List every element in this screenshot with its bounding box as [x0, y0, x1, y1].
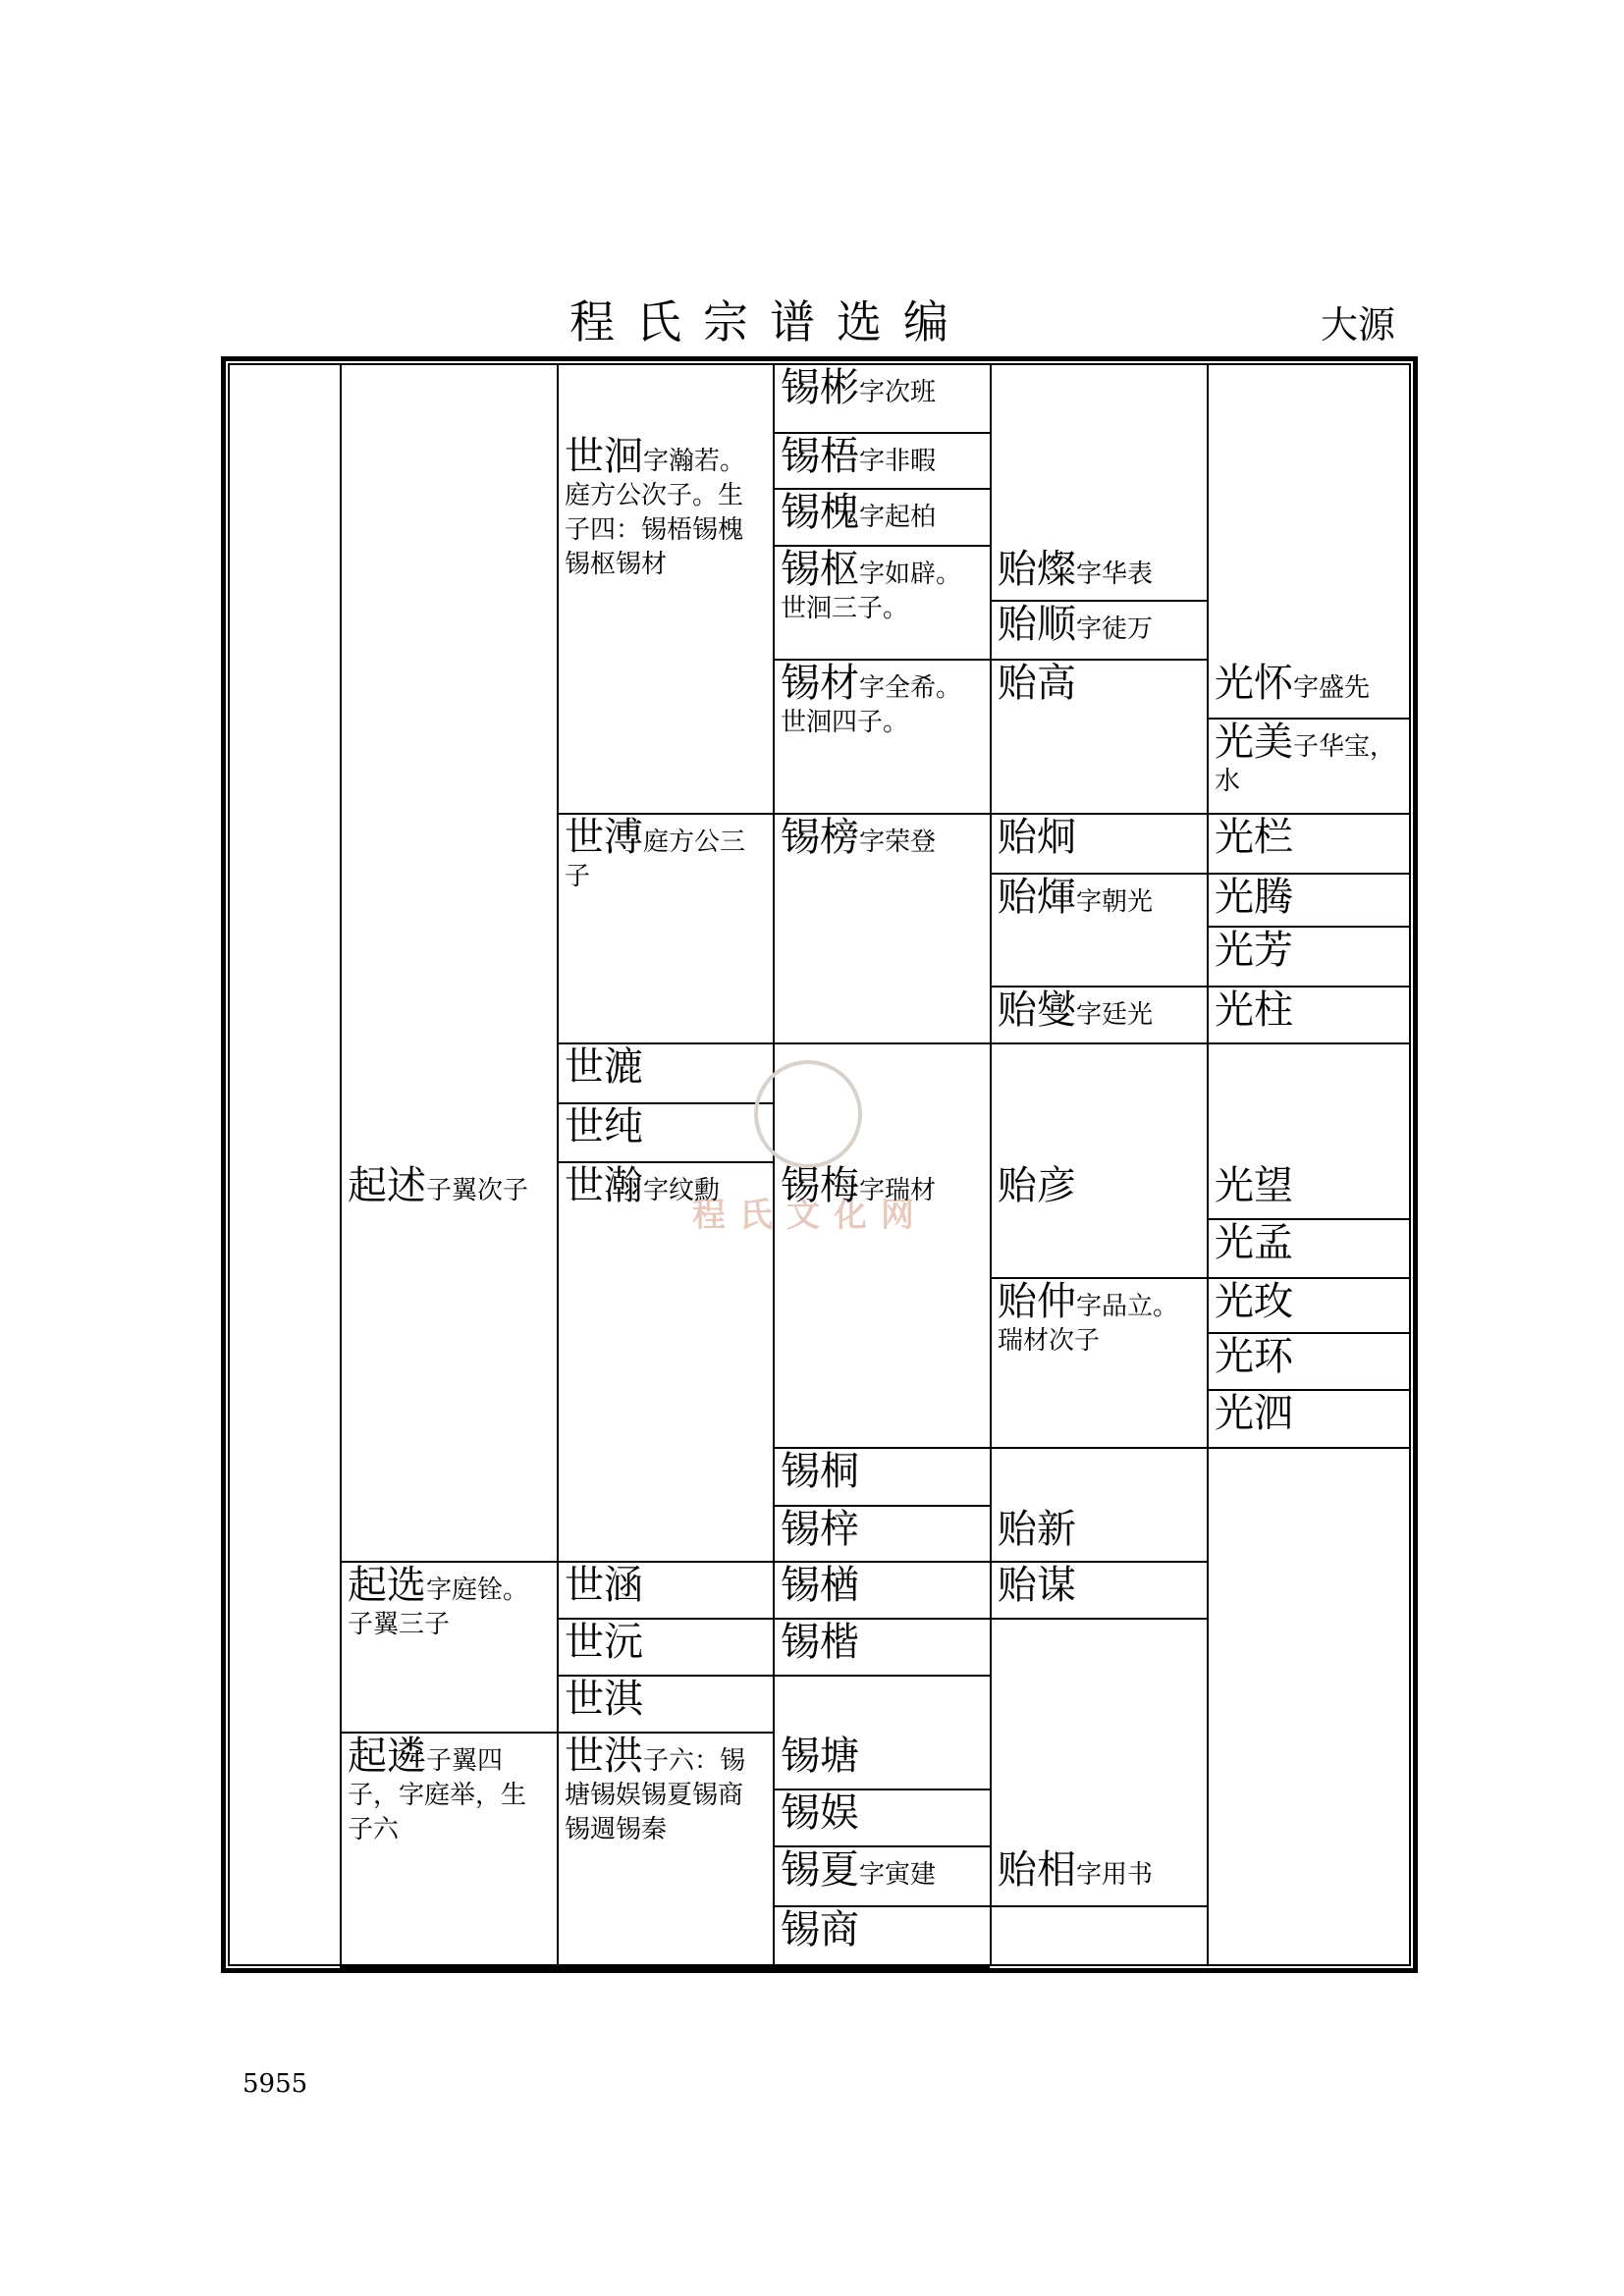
person-note: 字徒万: [1076, 614, 1154, 644]
person-note: 子翼次子: [426, 1176, 529, 1205]
person-name: 世洪: [565, 1734, 643, 1779]
person-name: 世沅: [565, 1620, 643, 1665]
person-name: 光望: [1215, 1163, 1293, 1208]
person-name: 锡枢: [781, 547, 859, 592]
row-divider: [990, 1447, 1207, 1449]
genealogy-entry: [990, 659, 1207, 813]
genealogy-entry: [557, 1102, 773, 1161]
genealogy-entry: [990, 1277, 1207, 1447]
person-note: 字非暇: [859, 447, 937, 476]
genealogy-entry: [1207, 986, 1411, 1042]
person-name: 贻煇: [998, 875, 1076, 920]
person-name: 锡楷: [781, 1620, 859, 1665]
genealogy-entry: [773, 1905, 990, 1966]
genealogy-entry: [773, 1618, 990, 1675]
person-name: 起遴: [348, 1734, 426, 1779]
person-name: 世瀚: [565, 1163, 643, 1208]
genealogy-entry: [557, 813, 773, 1042]
page-number: 5955: [243, 2069, 308, 2099]
person-name: 世涵: [565, 1563, 643, 1608]
row-divider: [340, 1966, 557, 1968]
person-name: 锡夏: [781, 1847, 859, 1893]
person-name: 光芳: [1215, 928, 1293, 973]
genealogy-entry: [990, 1845, 1207, 1905]
row-divider: [990, 1042, 1207, 1044]
person-name: 锡彬: [781, 365, 859, 410]
person-note: 子翼四子，字庭举，生子六: [348, 1746, 527, 1845]
person-name: 锡槐: [781, 490, 859, 535]
person-name: 锡塘: [781, 1734, 859, 1779]
person-note: 字如辟。世洄三子。: [781, 560, 962, 624]
genealogy-entry: [773, 545, 990, 659]
row-divider: [990, 1618, 1207, 1620]
person-name: 贻彦: [998, 1163, 1076, 1208]
person-name: 锡桐: [781, 1449, 859, 1494]
watermark-text: 程氏文化网: [692, 1196, 928, 1235]
row-divider: [1207, 1042, 1411, 1044]
person-name: 贻顺: [998, 602, 1076, 647]
person-name: 贻仲: [998, 1279, 1076, 1324]
genealogy-entry: [1207, 659, 1411, 718]
person-name: 世纯: [565, 1104, 643, 1149]
row-divider: [773, 1042, 990, 1044]
genealogy-entry: [773, 1447, 990, 1505]
person-note: 字品立。瑞材次子: [998, 1292, 1179, 1357]
genealogy-entry: [990, 600, 1207, 659]
genealogy-entry: [340, 1561, 557, 1732]
genealogy-entry: [773, 1789, 990, 1845]
person-name: 起述: [348, 1163, 426, 1208]
genealogy-entry: [773, 813, 990, 1042]
genealogy-entry: [990, 1161, 1207, 1277]
person-note: 字瑞材: [859, 1176, 937, 1205]
genealogy-entry: [990, 813, 1207, 873]
row-divider: [1207, 1447, 1411, 1449]
person-name: 锡梅: [781, 1163, 859, 1208]
person-name: 贻燦: [998, 547, 1076, 592]
person-note: 字起柏: [859, 503, 937, 532]
person-name: 锡梓: [781, 1507, 859, 1552]
person-name: 世洄: [565, 434, 643, 479]
person-note: 字纹勳: [643, 1176, 721, 1205]
person-name: 锡材: [781, 661, 859, 706]
person-note: 字荣登: [859, 828, 937, 857]
genealogy-entry: [557, 432, 773, 813]
row-divider: [773, 1675, 990, 1677]
genealogy-entry: [1207, 1389, 1411, 1447]
genealogy-entry: [990, 1505, 1207, 1561]
person-note: 字用书: [1076, 1860, 1154, 1890]
genealogy-entry: [557, 1042, 773, 1102]
person-name: 锡榜: [781, 815, 859, 860]
genealogy-entry: [773, 432, 990, 488]
person-name: 光美: [1215, 720, 1293, 765]
person-note: 字盛先: [1293, 673, 1371, 703]
genealogy-entry: [1207, 1332, 1411, 1389]
genealogy-entry: [340, 1161, 557, 1561]
person-note: 字廷光: [1076, 1000, 1154, 1030]
person-note: 字全希。世洄四子。: [781, 673, 962, 738]
genealogy-entry: [557, 1561, 773, 1618]
genealogy-entry: [557, 1161, 773, 1561]
region-label: 大源: [1321, 303, 1396, 347]
genealogy-entry: [773, 1161, 990, 1447]
person-name: 光腾: [1215, 875, 1293, 920]
genealogy-entry: [773, 488, 990, 545]
person-note: 字寅建: [859, 1860, 937, 1890]
person-name: 贻高: [998, 661, 1076, 706]
genealogy-entry: [1207, 813, 1411, 873]
person-name: 贻新: [998, 1507, 1076, 1552]
person-note: 子六：锡塘锡娱锡夏锡商锡週锡秦: [565, 1746, 746, 1845]
person-name: 光怀: [1215, 661, 1293, 706]
person-name: 锡商: [781, 1907, 859, 1952]
person-name: 世淇: [565, 1677, 643, 1722]
page-title: 程氏宗谱选编: [569, 295, 970, 348]
genealogy-entry: [1207, 873, 1411, 926]
person-name: 贻谋: [998, 1563, 1076, 1608]
genealogy-entry: [773, 659, 990, 813]
person-name: 光玫: [1215, 1279, 1293, 1324]
genealogy-entry: [990, 1561, 1207, 1618]
genealogy-entry: [1207, 718, 1411, 813]
person-note: 字瀚若。庭方公次子。生子四：锡梧锡槐锡枢锡材: [565, 447, 746, 580]
genealogy-entry: [773, 1505, 990, 1561]
genealogy-entry: [773, 1561, 990, 1618]
genealogy-entry: [1207, 1218, 1411, 1277]
person-note: 子华宝，水: [1215, 732, 1396, 797]
row-divider: [773, 1966, 990, 1968]
person-note: 字庭铨。子翼三子: [348, 1575, 529, 1640]
person-name: 光泗: [1215, 1391, 1293, 1436]
person-name: 光栏: [1215, 815, 1293, 860]
genealogy-entry: [1207, 1277, 1411, 1332]
person-name: 贻燮: [998, 988, 1076, 1033]
genealogy-entry: [340, 1732, 557, 1966]
person-name: 光孟: [1215, 1220, 1293, 1265]
genealogy-entry: [557, 1618, 773, 1675]
genealogy-entry: [1207, 1161, 1411, 1218]
person-note: 字朝光: [1076, 887, 1154, 917]
person-name: 起选: [348, 1563, 426, 1608]
genealogy-entry: [773, 363, 990, 432]
genealogy-entry: [990, 873, 1207, 986]
person-name: 光环: [1215, 1334, 1293, 1379]
row-divider: [557, 1966, 773, 1968]
genealogy-entry: [557, 1675, 773, 1732]
person-note: 字华表: [1076, 560, 1154, 589]
person-name: 贻炯: [998, 815, 1076, 860]
person-name: 世漉: [565, 1044, 643, 1090]
row-divider: [990, 1905, 1207, 1907]
person-note: 庭方公三子: [565, 828, 746, 892]
person-name: 贻相: [998, 1847, 1076, 1893]
genealogy-entry: [557, 1732, 773, 1966]
genealogy-entry: [1207, 926, 1411, 986]
person-name: 世溥: [565, 815, 643, 860]
person-note: 字次班: [859, 378, 937, 407]
genealogy-entry: [990, 986, 1207, 1042]
person-name: 光柱: [1215, 988, 1293, 1033]
person-name: 锡楢: [781, 1563, 859, 1608]
genealogy-entry: [990, 545, 1207, 600]
person-name: 锡娱: [781, 1790, 859, 1836]
genealogy-entry: [773, 1845, 990, 1905]
person-name: 锡梧: [781, 434, 859, 479]
genealogy-entry: [773, 1732, 990, 1789]
